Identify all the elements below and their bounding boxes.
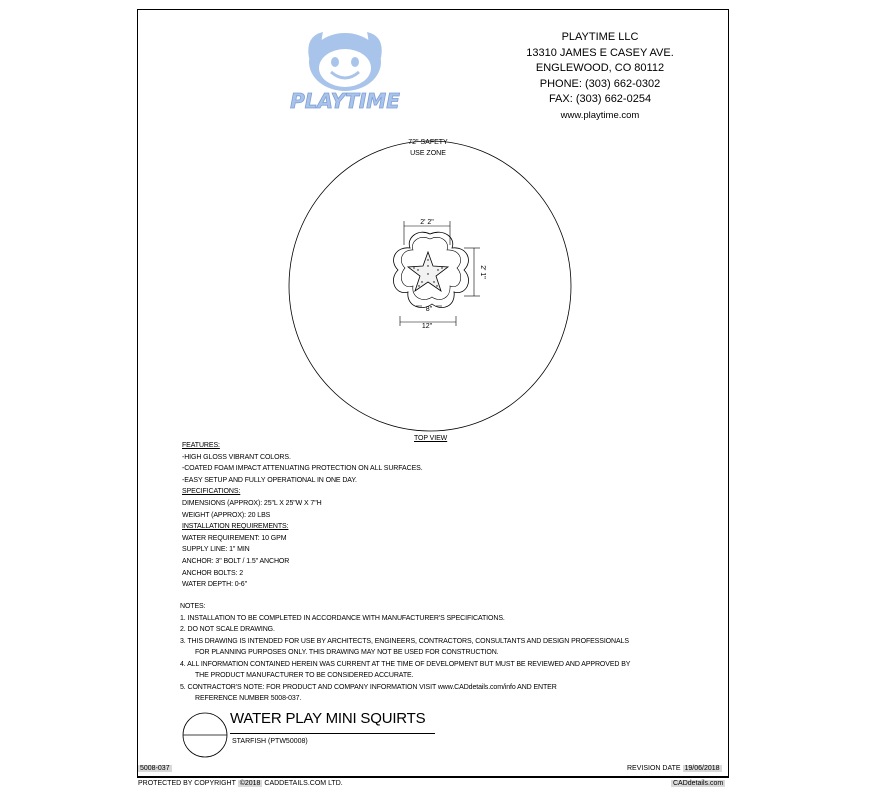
- dimension-outer-label: 12": [421, 323, 433, 330]
- copyright-prefix: PROTECTED BY COPYRIGHT: [138, 780, 236, 787]
- view-label: TOP VIEW: [414, 435, 448, 442]
- note-line: 2. DO NOT SCALE DRAWING.: [180, 626, 275, 633]
- install-item: WATER DEPTH: 0-6": [182, 581, 247, 589]
- copyright-notice: [138, 780, 343, 787]
- note-line: REFERENCE NUMBER 5008-037.: [195, 695, 302, 702]
- spec-item: DIMENSIONS (APPROX): 25"L X 25"W X 7"H: [182, 499, 322, 507]
- revision-date-value: 19/06/2018: [684, 765, 720, 772]
- specifications-heading: SPECIFICATIONS:: [182, 488, 241, 496]
- copyright-year: ©2018: [239, 780, 261, 787]
- company-info: [505, 30, 695, 123]
- install-item: SUPPLY LINE: 1" MIN: [182, 546, 250, 554]
- footer-divider: [137, 777, 729, 778]
- starfish-icon: [408, 252, 448, 291]
- installation-heading: INSTALLATION REQUIREMENTS:: [182, 523, 289, 531]
- top-view-drawing: [270, 120, 590, 450]
- company-name: PLAYTIME LLC: [561, 31, 639, 43]
- install-item: WATER REQUIREMENT: 10 GPM: [182, 534, 287, 542]
- playtime-logo: [283, 28, 408, 114]
- company-website[interactable]: www.playtime.com: [560, 109, 640, 121]
- install-item: ANCHOR: 3" BOLT / 1.5" ANCHOR: [182, 557, 290, 565]
- note-line: 5. CONTRACTOR'S NOTE: FOR PRODUCT AND COMPANY INFORMATION VISIT www.CADdetails.com/info AND ENTER: [180, 683, 557, 691]
- features-heading: FEATURES:: [182, 442, 220, 449]
- note-line: 3. THIS DRAWING IS INTENDED FOR USE BY ARCHITECTS, ENGINEERS, CONTRACTORS, CONSULTANTS AND DESIGN PROFESSIONALS: [180, 637, 629, 645]
- company-address-line2: ENGLEWOOD, CO 80112: [535, 62, 665, 74]
- dimension-side-label: 2' 1": [479, 265, 486, 279]
- install-item: ANCHOR BOLTS: 2: [182, 569, 243, 577]
- logo-face-icon: [308, 32, 381, 91]
- note-line: THE PRODUCT MANUFACTURER TO BE CONSIDERED ACCURATE.: [195, 672, 414, 679]
- feature-item: -EASY SETUP AND FULLY OPERATIONAL IN ONE DAY.: [182, 476, 357, 484]
- title-underline: [230, 733, 435, 734]
- company-address-line1: 13310 JAMES E CASEY AVE.: [526, 46, 674, 59]
- cad-site-text[interactable]: CADdetails.com: [673, 780, 724, 787]
- safety-zone-circle: [289, 141, 571, 431]
- safety-zone-label-line1: 72" SAFETY: [408, 139, 448, 146]
- spec-item: WEIGHT (APPROX): 20 LBS: [182, 511, 271, 519]
- specs-block: [182, 440, 423, 591]
- note-line: 4. ALL INFORMATION CONTAINED HEREIN WAS CURRENT AT THE TIME OF DEVELOPMENT BUT MUST BE REVIEWED AND APPROVED BY: [180, 660, 631, 668]
- note-line: FOR PLANNING PURPOSES ONLY. THIS DRAWING MAY NOT BE USED FOR CONSTRUCTION.: [195, 649, 499, 656]
- revision-date-block: [627, 765, 722, 772]
- reference-number-value: 5008-037: [140, 765, 170, 772]
- notes-block: [180, 601, 630, 705]
- feature-item: -HIGH GLOSS VIBRANT COLORS.: [182, 453, 291, 461]
- company-fax: FAX: (303) 662-0254: [548, 93, 652, 105]
- company-phone: PHONE: (303) 662-0302: [539, 77, 661, 90]
- drawing-title: WATER PLAY MINI SQUIRTS: [230, 710, 426, 727]
- notes-heading: NOTES:: [180, 603, 206, 610]
- drawing-subtitle: STARFISH (PTW50008): [232, 738, 308, 745]
- cad-site-link[interactable]: [671, 780, 725, 787]
- note-line: 1. INSTALLATION TO BE COMPLETED IN ACCORDANCE WITH MANUFACTURER'S SPECIFICATIONS.: [180, 614, 505, 622]
- copyright-suffix: CADDETAILS.COM LTD.: [264, 780, 343, 787]
- dimension-side: [464, 248, 480, 296]
- title-circle-icon: [181, 711, 231, 761]
- revision-date-label: REVISION DATE: [627, 765, 681, 772]
- reference-number: [138, 765, 172, 772]
- feature-item: -COATED FOAM IMPACT ATTENUATING PROTECTION ON ALL SURFACES.: [182, 465, 423, 473]
- dimension-top-label: 2' 2": [420, 219, 434, 226]
- dimension-inner-label: 8": [425, 306, 433, 313]
- logo-wordmark: PLAYTIME: [290, 89, 400, 113]
- safety-zone-label-line2: USE ZONE: [410, 150, 446, 157]
